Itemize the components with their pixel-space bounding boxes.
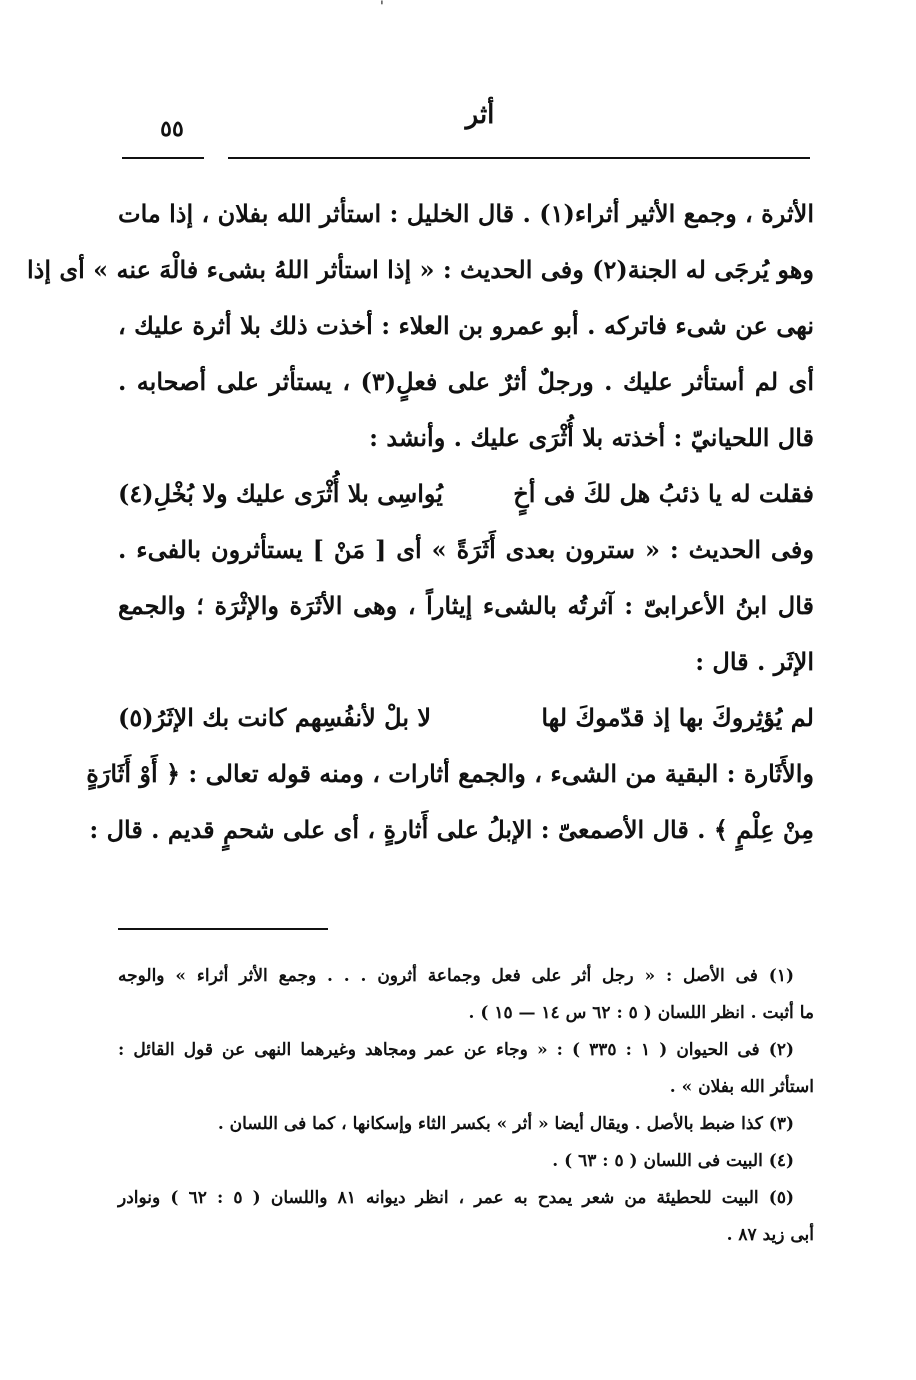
- page-number: ٥٥: [160, 116, 184, 142]
- text-line: والأَثَارة : البقية من الشىء ، والجمع أثارات ، ومنه قوله تعالى : ﴿ أَوْ أَثَارَةٍ: [86, 759, 814, 788]
- header-rule-short: [122, 157, 204, 159]
- footnote-line: (٥) البيت للحطيئة من شعر يمدح به عمر ، انظر ديوانه ٨١ واللسان ( ٥ : ٦٢ ) ونوادر: [118, 1188, 794, 1208]
- verse-hemistich-second: يُواسِى بلا أُثْرَى عليك ولا بُخْلِ(٤): [118, 479, 443, 508]
- footnote-line: استأثر الله بفلان » .: [669, 1077, 814, 1097]
- footnote-line: ما أثبت . انظر اللسان ( ٥ : ٦٢ س ١٤ — ١٥ ) .: [468, 1003, 814, 1023]
- verse-line: [118, 466, 814, 522]
- footnotes: [118, 958, 814, 1254]
- footnote-separator: [118, 928, 328, 930]
- verse-hemistich-second: لا بلْ لأنفُسِهم كانت بك الإثَرُ(٥): [118, 703, 432, 732]
- printer-mark: ': [380, 0, 384, 15]
- footnote-line: (٤) البيت فى اللسان ( ٥ : ٦٣ ) .: [552, 1151, 794, 1171]
- text-line: قال ابنُ الأعرابىّ : آثرتُه بالشىء إيثاراً ، وهى الأثَرَة والإثْرَة ؛ والجمع: [118, 591, 814, 620]
- text-line: مِنْ عِلْمٍ ﴾ . قال الأصمعىّ : الإبلُ على أَثارةٍ ، أى على شحمٍ قديم . قال :: [89, 815, 814, 844]
- footnote-line: (١) فى الأصل : « رجل أثر على فعل وجماعة أثرون . . . وجمع الأثر أثراء » والوجه: [118, 966, 794, 986]
- text-line: الأثرة ، وجمع الأثير أثراء(١) . قال الخليل : استأثر الله بفلان ، إذا مات: [118, 199, 814, 228]
- footnote-line: (٢) فى الحيوان ( ١ : ٣٣٥ ) : « وجاء عن عمر ومجاهد وغيرهما النهى عن قول القائل :: [118, 1040, 794, 1060]
- header-rule: [228, 157, 810, 159]
- text-line: الإثَر . قال :: [695, 647, 814, 676]
- text-line: وفى الحديث : « سترون بعدى أَثَرَةً » أى [ مَنْ ] يستأثرون بالفىء .: [118, 535, 814, 564]
- footnote-line: (٣) كذا ضبط بالأصل . ويقال أيضا « أثر » بكسر الثاء وإسكانها ، كما فى اللسان .: [217, 1114, 794, 1134]
- verse-hemistich-first: فقلت له يا ذئبُ هل لكَ فى أخٍ: [513, 479, 814, 508]
- text-line: نهى عن شىء فاتركه . أبو عمرو بن العلاء : أخذت ذلك بلا أثرة عليك ،: [118, 311, 814, 340]
- verse-line: [118, 690, 814, 746]
- running-head-title: أثر: [465, 100, 495, 130]
- text-line: قال اللحيانيّ : أخذته بلا أُثْرَى عليك . وأنشد :: [369, 423, 814, 452]
- footnote-line: أبى زيد ٨٧ .: [726, 1225, 814, 1245]
- verse-hemistich-first: لم يُؤثِروكَ بها إذ قدّموكَ لها: [541, 703, 814, 732]
- text-line: وهو يُرجَى له الجنة(٢) وفى الحديث : « إذا استأثر اللهُ بشىء فالْهَ عنه » أى إذا: [26, 255, 814, 284]
- text-line: أى لم أستأثر عليك . ورجلٌ أثرٌ على فعلٍ(٣) ، يستأثر على أصحابه .: [118, 367, 815, 396]
- main-text: [26, 186, 815, 858]
